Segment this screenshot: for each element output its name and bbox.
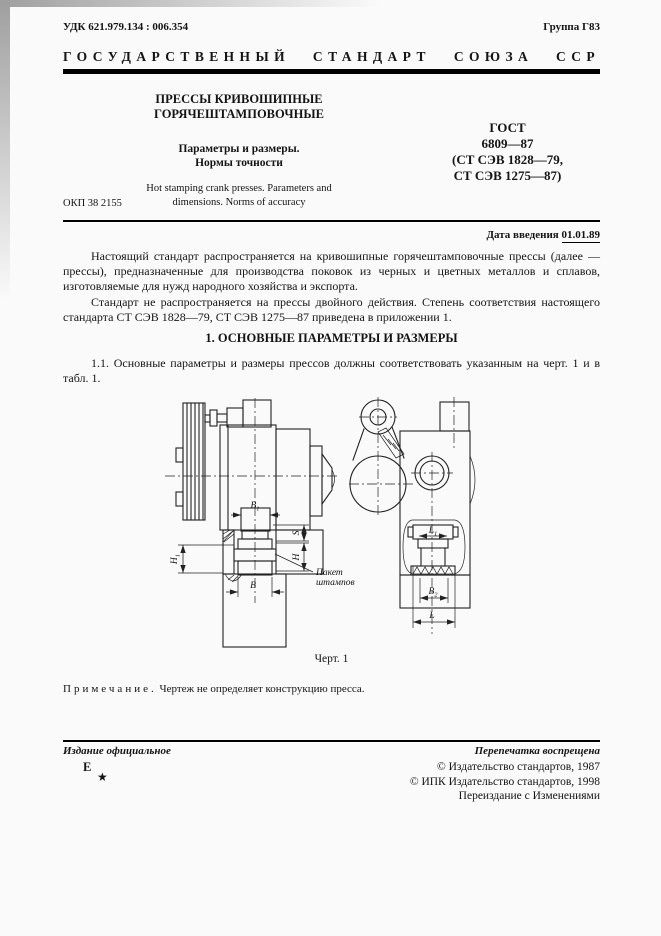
- reprint-forbidden-label: Перепечатка воспрещена: [474, 745, 600, 757]
- figure-caption: Черт. 1: [314, 653, 349, 665]
- dim-label-B1: $В_1$: [250, 501, 260, 513]
- date-label: Дата введения: [486, 229, 559, 241]
- figure-note: [63, 683, 600, 695]
- die-package-annotation-line2: штампов: [316, 578, 355, 588]
- dim-label-L: L: [429, 611, 435, 621]
- date-value: 01.01.89: [561, 229, 600, 241]
- clause-1-1: 1.1. Основные параметры и размеры прессов должны соответствовать указанным на черт. 1 и в табл. 1.: [63, 356, 600, 386]
- header-rule-thick: [63, 69, 600, 74]
- scan-edge-left: [0, 0, 10, 300]
- footer-row: [63, 745, 600, 757]
- dim-label-S: S: [292, 530, 302, 536]
- title-rule-thin: [63, 220, 600, 222]
- paragraph-exclusion: Стандарт не распространяется на прессы двойного действия. Степень соответствия настоящего стандарта СТ СЭВ 1828—79, СТ СЭВ 1275—87 приведена в приложении 1.: [63, 294, 600, 324]
- star-mark: ★: [97, 770, 108, 784]
- doc-title-ru: ПРЕССЫ КРИВОШИПНЫЕ ГОРЯЧЕШТАМПОВОЧНЫЕ: [154, 92, 324, 121]
- doc-title-en: Hot stamping crank presses. Parameters and dimensions. Norms of accuracy: [146, 183, 332, 208]
- front-view: [349, 397, 475, 634]
- title-block: [63, 92, 600, 209]
- press-technical-drawing: [163, 396, 508, 651]
- footer-rule: [63, 740, 600, 742]
- die-package-annotation-line1: Пакет: [316, 568, 343, 578]
- okp-code: ОКП 38 2155: [63, 198, 122, 209]
- side-view: [165, 398, 355, 647]
- dim-label-B: В: [250, 581, 256, 591]
- doc-subtitle-ru: Параметры и размеры. Нормы точности: [178, 143, 300, 169]
- edition-letter: Е: [83, 760, 92, 774]
- dim-label-L1: $L_1$: [428, 526, 438, 538]
- dim-label-B2: $В_2$: [428, 587, 438, 599]
- udk-code: УДК 621.979.134 : 006.354: [63, 21, 189, 33]
- note-text: Чертеж не определяет конструкцию пресса.: [159, 683, 365, 695]
- copyright-1987: © Издательство стандартов, 1987: [436, 761, 600, 773]
- copyright-block: [63, 760, 600, 804]
- dim-label-H1: $Н_1$: [170, 553, 182, 565]
- page-content: [63, 0, 600, 936]
- gost-designation: ГОСТ 6809—87 (СТ СЭВ 1828—79, СТ СЭВ 1275—87): [451, 120, 563, 183]
- dim-label-H: Н: [292, 553, 302, 561]
- official-edition-label: Издание официальное: [63, 745, 171, 757]
- group-code: Группа Г83: [543, 21, 600, 33]
- classification-row: [63, 21, 600, 33]
- introduction-date: [63, 229, 600, 241]
- copyright-1998: © ИПК Издательство стандартов, 1998: [409, 775, 600, 788]
- org-header: ГОСУДАРСТВЕННЫЙ СТАНДАРТ СОЮЗА ССР: [63, 49, 600, 64]
- section-1-title: 1. ОСНОВНЫЕ ПАРАМЕТРЫ И РАЗМЕРЫ: [205, 331, 458, 345]
- reissue-note: Переиздание с Изменениями: [458, 790, 600, 802]
- paragraph-scope: Настоящий стандарт распространяется на кривошипные горячештамповочные прессы (далее — прессы), предназначенные для производства поковок из черных и цветных металлов и сплавов, изготовляемые для нужд народного хозяйства и экспорта.: [63, 249, 600, 294]
- note-label: Примечание.: [63, 683, 157, 695]
- scope-paragraphs: [63, 249, 600, 325]
- title-left-column: [63, 92, 415, 209]
